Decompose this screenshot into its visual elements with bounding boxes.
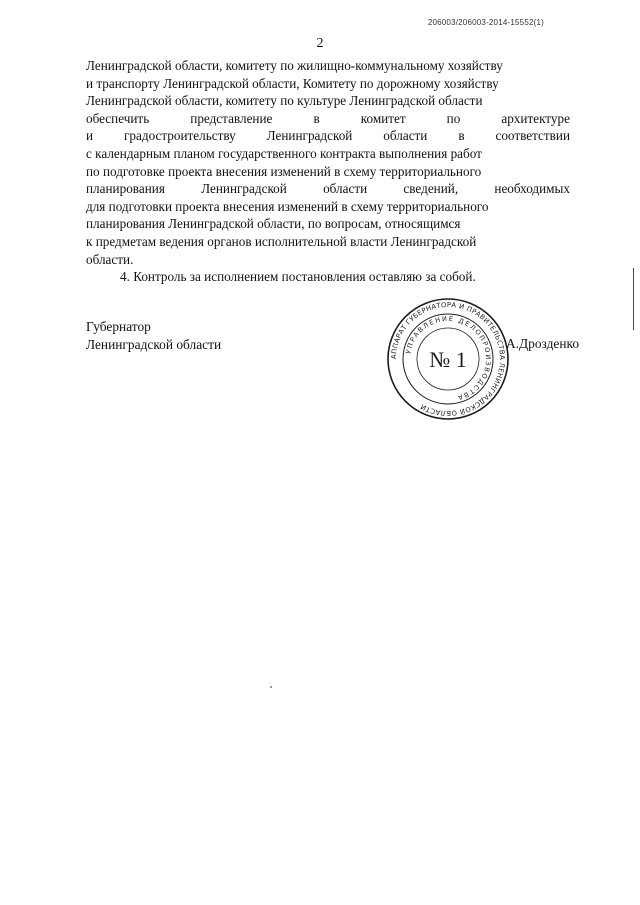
word: соответствии — [495, 128, 570, 144]
signature-block — [86, 318, 221, 353]
text-line: по подготовке проекта внесения изменений в схему территориального — [86, 163, 482, 179]
word: области — [383, 128, 428, 144]
signer-region: Ленинградской области — [86, 336, 222, 352]
text-line: к предметам ведения органов исполнительной власти Ленинградской — [86, 233, 477, 249]
text-line: и транспорту Ленинградской области, Комитету по дорожному хозяйству — [86, 75, 499, 91]
word: и — [86, 128, 94, 144]
word: градостроительству — [124, 128, 236, 144]
text-line: Ленинградской области, комитету по жилищно-коммунальному хозяйству — [86, 58, 503, 73]
word: планирования — [86, 181, 165, 197]
text-line: Ленинградской области, комитету по культуре Ленинградской области — [86, 93, 483, 109]
word: области — [323, 181, 368, 197]
text-line — [86, 127, 570, 145]
signer-position: Губернатор — [86, 319, 151, 334]
page-number: 2 — [316, 36, 324, 51]
word: по — [446, 110, 461, 126]
word: комитет — [360, 110, 406, 126]
text-line: планирования Ленинградской области, по вопросам, относящимся — [86, 216, 461, 232]
body-text — [86, 57, 570, 286]
text-line: для подготовки проекта внесения изменений в схему территориального — [86, 198, 489, 214]
signer-name: А.Дрозденко — [506, 336, 580, 351]
text-line — [86, 110, 570, 128]
seal-inner-text: УПРАВЛЕНИЕ ДЕЛОПРОИЗВОДСТВА — [404, 314, 493, 403]
scan-speck — [270, 686, 272, 688]
text-line: с календарным планом государственного контракта выполнения работ — [86, 145, 482, 161]
word: в — [458, 128, 465, 144]
text-line — [86, 180, 570, 198]
word: необходимых — [494, 181, 570, 197]
word: в — [313, 110, 320, 126]
paragraph-item-4: 4. Контроль за исполнением постановления оставляю за собой. — [120, 269, 476, 285]
word: Ленинградской — [201, 181, 287, 197]
document-code: 206003/206003-2014-15552(1) — [427, 18, 544, 27]
word: Ленинградской — [266, 128, 353, 144]
word: сведений, — [403, 181, 459, 197]
official-seal-stamp — [385, 296, 511, 422]
seal-ring-text: АППАРАТ ГУБЕРНАТОРА И ПРАВИТЕЛЬСТВА ЛЕНИНГРАДСКОЙ ОБЛАСТИ — [389, 300, 507, 418]
seal-number: № 1 — [429, 347, 467, 372]
text-line-last: области. — [86, 251, 134, 267]
scan-edge-mark — [633, 268, 634, 330]
word: обеспечить — [86, 110, 150, 126]
word: архитектуре — [501, 110, 570, 126]
word: представление — [190, 110, 273, 126]
